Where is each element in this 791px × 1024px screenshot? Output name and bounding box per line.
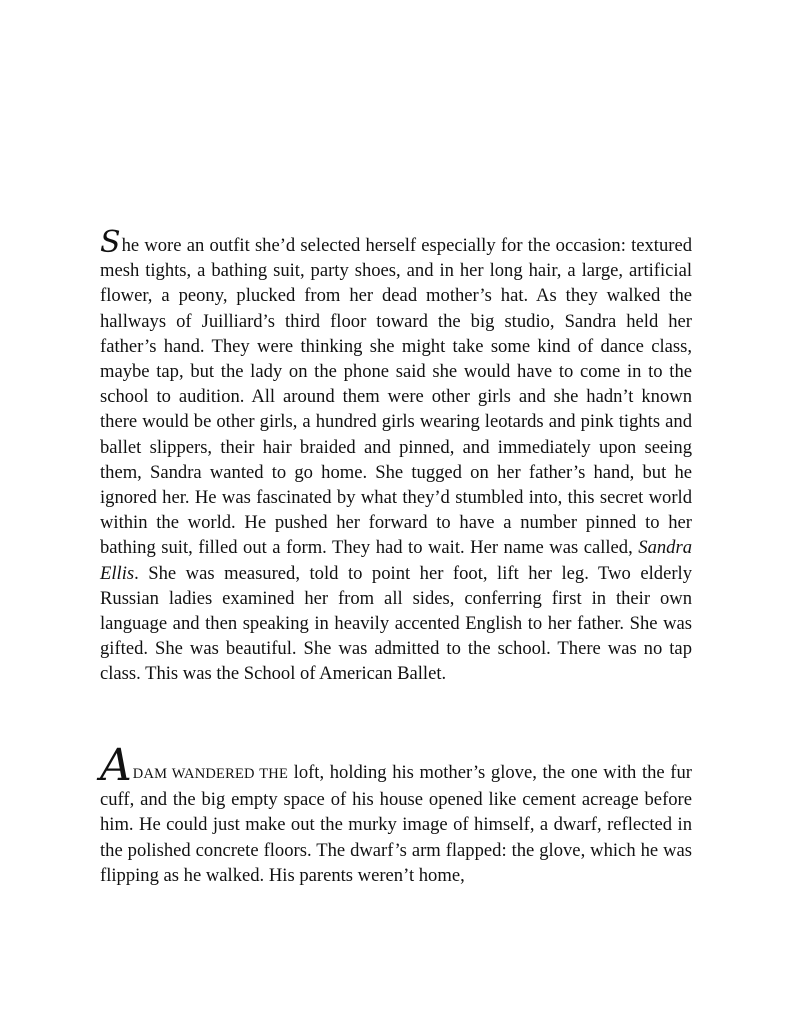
paragraph-text-continued: . She was measured, told to point her foot, lift her leg. Two elderly Russian ladies examined her from all sides, conferring first in their own language and then speaking in heavily accented English to her father. She was gifted. She was beautiful. She was admitted to the school. There was no tap class. This was the School of American Ballet. — [100, 562, 692, 685]
paragraph-text: he wore an outfit she’d selected herself especially for the occasion: textured mesh tights, a bathing suit, party shoes, and in her long hair, a large, artificial flower, a peony, plucked from her dead mother’s hat. As they walked the hallways of Juilliard’s third floor toward the big studio, Sandra held her father’s hand. They were thinking she might take some kind of dance class, maybe tap, but the lady on the phone said she would have to come in to the school to audition. All around them were other girls and she hadn’t known there would be other girls, a hundred girls wearing leotards and pink tights and ballet slippers, their hair braided and pinned, and immediately upon seeing them, Sandra wanted to go home. She tugged on her father’s hand, but he ignored her. He was fascinated by what they’d stumbled into, this secret world within the world. He pushed her forward to have a number pinned to her bathing suit, filled out a form. They had to wait. Her name was called, — [100, 235, 692, 559]
paragraph-text: loft, holding his mother’s glove, the one with the fur cuff, and the big empty space of his house opened like cement acreage before him. He could just make out the murky image of himself, a dwarf, reflected in the polished concrete floors. The dwarf’s arm flapped: the glove, which he was flipping as he walked. His parents weren’t home, — [100, 762, 692, 886]
drop-cap-s: S — [100, 225, 121, 260]
paragraph-sandra — [100, 225, 692, 687]
paragraph-adam — [100, 740, 692, 888]
drop-cap-a: A — [100, 740, 132, 791]
small-caps-lead-in: DAM WANDERED THE — [132, 766, 289, 782]
italic-name: Sandra Ellis — [100, 537, 692, 584]
